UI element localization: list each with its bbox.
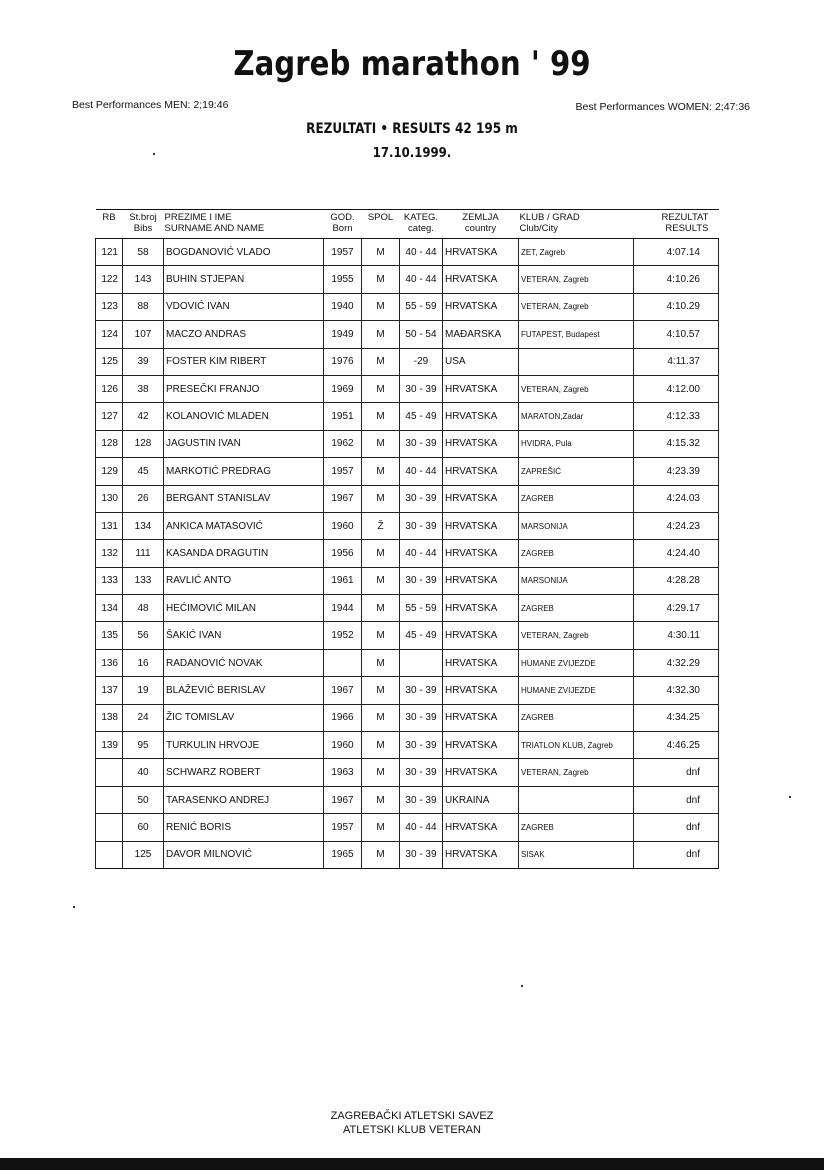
table-row [96,814,719,841]
cell-category: 40 - 44 [400,266,443,293]
cell-sex: M [362,595,400,622]
cell-category: 45 - 49 [400,403,443,430]
col-header-category: KATEG. categ. [400,210,443,239]
cell-bib: 39 [123,348,164,375]
cell-club: ZAGREB [519,595,634,622]
results-table-container [95,209,718,869]
cell-born: 1949 [324,321,362,348]
cell-born: 1940 [324,293,362,320]
cell-result: 4:24.23 [634,512,719,539]
col-header-born: GOD. Born [324,210,362,239]
cell-club: HVIDRA, Pula [519,430,634,457]
cell-rank: 134 [96,595,123,622]
cell-country: HRVATSKA [443,622,519,649]
cell-club: VETERAN, Zagreb [519,622,634,649]
col-header-name: PREZIME I IME SURNAME AND NAME [164,210,324,239]
cell-sex: M [362,786,400,813]
results-subtitle: REZULTATI • RESULTS 42 195 m [306,121,518,137]
table-row [96,403,719,430]
cell-bib: 58 [123,239,164,266]
cell-club: MARATON,Zadar [519,403,634,430]
cell-rank: 121 [96,239,123,266]
cell-name: BOGDANOVIĆ VLADO [164,239,324,266]
cell-born: 1963 [324,759,362,786]
cell-bib: 60 [123,814,164,841]
footer-federation: ZAGREBAČKI ATLETSKI SAVEZ [330,1110,494,1122]
cell-sex: M [362,567,400,594]
cell-bib: 56 [123,622,164,649]
table-row [96,841,719,868]
cell-sex: M [362,540,400,567]
scan-speck [789,796,791,798]
cell-born: 1944 [324,595,362,622]
cell-rank: 129 [96,458,123,485]
cell-sex: M [362,677,400,704]
cell-name: RAVLIĆ ANTO [164,567,324,594]
cell-born: 1961 [324,567,362,594]
cell-result: dnf [634,759,719,786]
cell-result: 4:23.39 [634,458,719,485]
cell-bib: 38 [123,375,164,402]
best-performance-women: Best Performances WOMEN: 2;47:36 [575,101,750,113]
cell-bib: 107 [123,321,164,348]
cell-bib: 134 [123,512,164,539]
cell-category: 30 - 39 [400,759,443,786]
cell-club: TRIATLON KLUB, Zagreb [519,732,634,759]
table-row [96,239,719,266]
cell-name: ŠAKIĆ IVAN [164,622,324,649]
cell-result: 4:24.03 [634,485,719,512]
results-table-body [96,239,719,869]
results-table-header [96,210,719,239]
footer-club: ATLETSKI KLUB VETERAN [343,1124,481,1136]
table-row [96,348,719,375]
cell-rank: 128 [96,430,123,457]
col-header-country: ZEMLJA country [443,210,519,239]
table-row [96,595,719,622]
cell-born: 1967 [324,786,362,813]
cell-rank: 122 [96,266,123,293]
cell-result: 4:34.25 [634,704,719,731]
cell-country: HRVATSKA [443,841,519,868]
cell-sex: M [362,375,400,402]
cell-country: HRVATSKA [443,759,519,786]
cell-country: HRVATSKA [443,430,519,457]
table-row [96,458,719,485]
table-row [96,430,719,457]
cell-sex: M [362,403,400,430]
cell-club: ZAGREB [519,814,634,841]
cell-category: 30 - 39 [400,732,443,759]
cell-name: KASANDA DRAGUTIN [164,540,324,567]
cell-born: 1955 [324,266,362,293]
table-row [96,375,719,402]
cell-category: 30 - 39 [400,430,443,457]
cell-rank: 132 [96,540,123,567]
cell-club: VETERAN, Zagreb [519,266,634,293]
cell-club [519,348,634,375]
table-row [96,293,719,320]
cell-name: VDOVIĆ IVAN [164,293,324,320]
scan-edge-bar [0,1158,824,1170]
cell-club: ZAPREŠIĆ [519,458,634,485]
cell-sex: M [362,348,400,375]
cell-category: 40 - 44 [400,458,443,485]
cell-result: 4:15.32 [634,430,719,457]
cell-sex: M [362,649,400,676]
cell-country: HRVATSKA [443,239,519,266]
cell-sex: M [362,759,400,786]
cell-sex: M [362,814,400,841]
cell-bib: 19 [123,677,164,704]
cell-result: 4:32.29 [634,649,719,676]
cell-category: 30 - 39 [400,512,443,539]
cell-result: dnf [634,814,719,841]
cell-category [400,649,443,676]
table-row [96,321,719,348]
cell-born: 1957 [324,814,362,841]
cell-club: VETERAN, Zagreb [519,375,634,402]
cell-born: 1960 [324,732,362,759]
cell-category: 30 - 39 [400,677,443,704]
cell-rank: 133 [96,567,123,594]
cell-club: ZAGREB [519,485,634,512]
cell-category: 30 - 39 [400,375,443,402]
cell-name: KOLANOVIĆ MLADEN [164,403,324,430]
cell-rank: 138 [96,704,123,731]
cell-bib: 45 [123,458,164,485]
cell-sex: M [362,430,400,457]
cell-club: MARSONIJA [519,567,634,594]
cell-country: UKRAINA [443,786,519,813]
cell-name: TARASENKO ANDREJ [164,786,324,813]
cell-rank [96,841,123,868]
cell-club: ZET, Zagreb [519,239,634,266]
table-row [96,512,719,539]
cell-club: HUMANE ZVIJEZDE [519,649,634,676]
cell-bib: 128 [123,430,164,457]
cell-country: MAĐARSKA [443,321,519,348]
cell-born [324,649,362,676]
cell-category: 30 - 39 [400,786,443,813]
cell-category: 40 - 44 [400,814,443,841]
cell-name: RENIĆ BORIS [164,814,324,841]
cell-category: 40 - 44 [400,239,443,266]
cell-country: HRVATSKA [443,732,519,759]
cell-result: 4:11.37 [634,348,719,375]
cell-country: HRVATSKA [443,677,519,704]
cell-sex: M [362,266,400,293]
race-date: 17.10.1999. [372,146,452,161]
cell-bib: 111 [123,540,164,567]
cell-rank: 126 [96,375,123,402]
cell-bib: 16 [123,649,164,676]
cell-bib: 125 [123,841,164,868]
cell-result: 4:10.29 [634,293,719,320]
cell-sex: M [362,239,400,266]
cell-sex: M [362,485,400,512]
results-table [95,209,719,869]
cell-club: FUTAPEST, Budapest [519,321,634,348]
cell-name: ANKICA MATASOVIĆ [164,512,324,539]
cell-sex: M [362,293,400,320]
cell-bib: 48 [123,595,164,622]
cell-result: 4:32.30 [634,677,719,704]
cell-rank: 139 [96,732,123,759]
table-row [96,567,719,594]
cell-born: 1960 [324,512,362,539]
cell-name: MACZO ANDRAS [164,321,324,348]
scan-speck [73,906,75,908]
cell-born: 1976 [324,348,362,375]
cell-born: 1957 [324,239,362,266]
cell-born: 1962 [324,430,362,457]
cell-name: TURKULIN HRVOJE [164,732,324,759]
cell-rank: 124 [96,321,123,348]
cell-rank [96,759,123,786]
cell-category: 40 - 44 [400,540,443,567]
cell-name: MARKOTIĆ PREDRAG [164,458,324,485]
cell-born: 1952 [324,622,362,649]
cell-name: BUHIN STJEPAN [164,266,324,293]
cell-result: 4:30.11 [634,622,719,649]
cell-result: 4:07.14 [634,239,719,266]
table-row [96,786,719,813]
cell-name: SCHWARZ ROBERT [164,759,324,786]
cell-born: 1956 [324,540,362,567]
cell-country: HRVATSKA [443,266,519,293]
col-header-bib: St.broj Bibs [123,210,164,239]
cell-category: -29 [400,348,443,375]
cell-name: DAVOR MILNOVIĆ [164,841,324,868]
cell-category: 30 - 39 [400,704,443,731]
cell-name: HEĆIMOVIĆ MILAN [164,595,324,622]
cell-bib: 40 [123,759,164,786]
cell-name: RADANOVIĆ NOVAK [164,649,324,676]
cell-category: 30 - 39 [400,485,443,512]
cell-sex: M [362,458,400,485]
col-header-sex: SPOL [362,210,400,239]
document-title: Zagreb marathon ' 99 [233,44,591,84]
table-row [96,704,719,731]
table-row [96,485,719,512]
cell-sex: M [362,704,400,731]
cell-name: ŽIC TOMISLAV [164,704,324,731]
scan-speck [153,153,155,155]
cell-result: 4:12.00 [634,375,719,402]
cell-rank: 136 [96,649,123,676]
table-row [96,540,719,567]
cell-country: HRVATSKA [443,649,519,676]
cell-country: HRVATSKA [443,567,519,594]
cell-club [519,786,634,813]
cell-rank [96,814,123,841]
table-row [96,677,719,704]
cell-name: BERGANT STANISLAV [164,485,324,512]
cell-name: PRESEČKI FRANJO [164,375,324,402]
cell-club: ZAGREB [519,704,634,731]
cell-sex: M [362,622,400,649]
cell-rank [96,786,123,813]
cell-born: 1957 [324,458,362,485]
cell-country: USA [443,348,519,375]
cell-country: HRVATSKA [443,595,519,622]
cell-name: FOSTER KIM RIBERT [164,348,324,375]
cell-sex: Ž [362,512,400,539]
cell-result: 4:10.57 [634,321,719,348]
cell-rank: 127 [96,403,123,430]
cell-born: 1966 [324,704,362,731]
cell-rank: 125 [96,348,123,375]
cell-country: HRVATSKA [443,512,519,539]
cell-born: 1965 [324,841,362,868]
cell-bib: 42 [123,403,164,430]
cell-result: 4:28.28 [634,567,719,594]
scan-speck [521,985,523,987]
cell-name: JAGUSTIN IVAN [164,430,324,457]
table-row [96,622,719,649]
cell-category: 55 - 59 [400,293,443,320]
table-row [96,649,719,676]
cell-bib: 24 [123,704,164,731]
cell-result: dnf [634,841,719,868]
cell-category: 45 - 49 [400,622,443,649]
cell-country: HRVATSKA [443,485,519,512]
cell-result: 4:12.33 [634,403,719,430]
cell-rank: 135 [96,622,123,649]
cell-country: HRVATSKA [443,403,519,430]
cell-country: HRVATSKA [443,293,519,320]
cell-bib: 50 [123,786,164,813]
cell-rank: 137 [96,677,123,704]
cell-sex: M [362,841,400,868]
cell-club: MARSONIJA [519,512,634,539]
cell-result: 4:24.40 [634,540,719,567]
cell-country: HRVATSKA [443,375,519,402]
cell-born: 1969 [324,375,362,402]
cell-club: VETERAN, Zagreb [519,293,634,320]
cell-category: 50 - 54 [400,321,443,348]
cell-sex: M [362,732,400,759]
cell-club: HUMANE ZVIJEZDE [519,677,634,704]
cell-rank: 131 [96,512,123,539]
best-performance-men: Best Performances MEN: 2;19:46 [72,99,229,111]
cell-country: HRVATSKA [443,814,519,841]
cell-bib: 95 [123,732,164,759]
cell-born: 1967 [324,485,362,512]
cell-result: 4:29.17 [634,595,719,622]
cell-bib: 143 [123,266,164,293]
cell-club: VETERAN, Zagreb [519,759,634,786]
cell-country: HRVATSKA [443,704,519,731]
cell-country: HRVATSKA [443,458,519,485]
col-header-rb: RB [96,210,123,239]
table-row [96,759,719,786]
cell-result: 4:46.25 [634,732,719,759]
cell-category: 30 - 39 [400,841,443,868]
cell-bib: 26 [123,485,164,512]
table-row [96,266,719,293]
cell-rank: 130 [96,485,123,512]
table-row [96,732,719,759]
cell-club: ZAGREB [519,540,634,567]
footer [0,1109,824,1137]
cell-category: 30 - 39 [400,567,443,594]
cell-club: SISAK [519,841,634,868]
cell-result: 4:10.26 [634,266,719,293]
cell-country: HRVATSKA [443,540,519,567]
cell-born: 1951 [324,403,362,430]
cell-bib: 88 [123,293,164,320]
cell-rank: 123 [96,293,123,320]
cell-result: dnf [634,786,719,813]
cell-sex: M [362,321,400,348]
cell-bib: 133 [123,567,164,594]
col-header-club: KLUB / GRAD Club/City [519,210,634,239]
cell-name: BLAŽEVIĆ BERISLAV [164,677,324,704]
cell-born: 1967 [324,677,362,704]
col-header-result: REZULTAT RESULTS [634,210,719,239]
cell-category: 55 - 59 [400,595,443,622]
